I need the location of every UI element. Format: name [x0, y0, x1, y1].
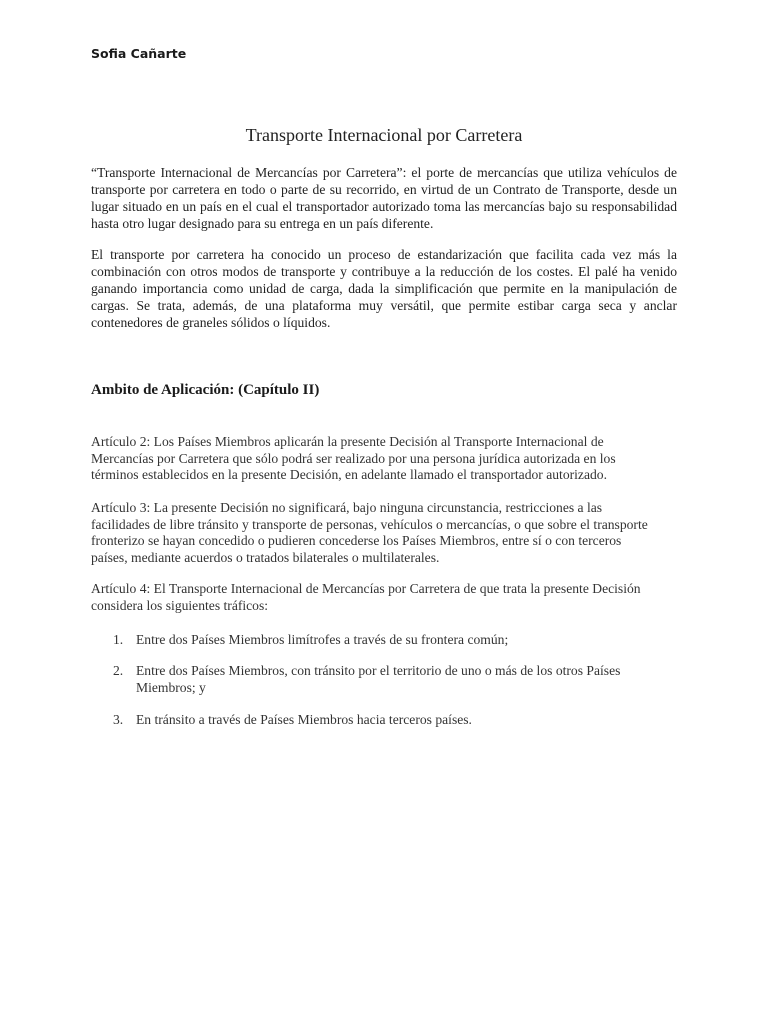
standardization-paragraph: El transporte por carretera ha conocido un proceso de estandarización que facilita cada vez más la combinación con otros modos de transporte y contribuye a la reducción de los costes. El palé ha venido ganando importancia como unidad de carga, dada la simplificación que permite en la manipulación de cargas. Se trata, además, de una plataforma muy versátil, que permite estibar carga seca y anclar contenedores de graneles sólidos o líquidos.	[91, 247, 677, 330]
intro-paragraph: “Transporte Internacional de Mercancías por Carretera”: el porte de mercancías que utiliza vehículos de transporte por carretera en todo o parte de su recorrido, en virtud de un Contrato de Transporte, desde un lugar situado en un país en el cual el transportador autorizado toma las mercancías bajo su responsabilidad hasta otro lugar designado para su entrega en un país diferente.	[91, 165, 677, 231]
article-2: Artículo 2: Los Países Miembros aplicarán la presente Decisión al Transporte Internacional de Mercancías por Carretera que sólo podrá ser realizado por una persona jurídica autorizada en los términos establecidos en la presente Decisión, en adelante llamado el transportador autorizado.	[91, 434, 616, 482]
list-number: 2.	[113, 663, 124, 678]
list-text: Entre dos Países Miembros, con tránsito por el territorio de uno o más de los otros Países Miembros; y	[136, 663, 621, 695]
document-title: Transporte Internacional por Carretera	[245, 125, 523, 145]
article-3: Artículo 3: La presente Decisión no significará, bajo ninguna circunstancia, restricciones a las facilidades de libre tránsito y transporte de personas, vehículos o mercancías, o que sobre el transporte fronterizo se hayan concedido o pudieren concederse los Países Miembros, entre sí o con terceros países, mediante acuerdos o tratados bilaterales o multilaterales.	[91, 500, 648, 565]
article-4: Artículo 4: El Transporte Internacional de Mercancías por Carretera de que trata la presente Decisión considera los siguientes tráficos:	[91, 581, 641, 613]
list-number: 3.	[113, 712, 124, 727]
section-heading: Ambito de Aplicación: (Capítulo II)	[91, 382, 320, 398]
list-text: En tránsito a través de Países Miembros hacia terceros países.	[136, 712, 472, 727]
list-number: 1.	[113, 632, 124, 647]
list-text: Entre dos Países Miembros limítrofes a través de su frontera común;	[136, 632, 509, 647]
author-name: Sofia Cañarte	[91, 46, 187, 61]
